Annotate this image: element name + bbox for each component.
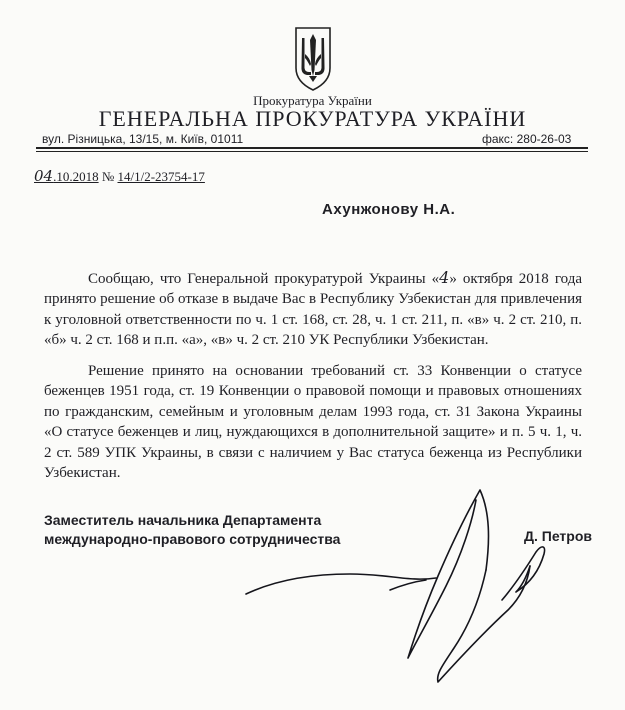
letterhead-rule <box>36 147 588 149</box>
date-day-handwritten: 04 <box>34 167 54 185</box>
signatory-title-line1: Заместитель начальника Департамента <box>44 512 322 528</box>
p1-text-before: Сообщаю, что Генеральной прокуратурой Украины « <box>88 271 440 287</box>
office-fax: факс: 280-26-03 <box>482 132 572 146</box>
office-name-header: ГЕНЕРАЛЬНА ПРОКУРАТУРА УКРАЇНИ <box>98 106 527 131</box>
number-prefix: № <box>101 169 115 184</box>
p1-text-after: » октября 2018 года принято решение об отказе в выдаче Вас в Республику Узбекистан для привлечения к уголовной ответственности по ч. 1 ст. 168, ст. 28, ч. 1 ст. 211, п. «в» ч. 2 ст. 210, п. «б» ч. 2 ст. 168 и п.п. «а», «в» ч. 2 ст. 210 УК Республики Узбекистан. <box>44 271 582 349</box>
document-date-number <box>34 167 205 185</box>
body-paragraph-1 <box>44 268 582 351</box>
signatory-name: Д. Петров <box>524 528 592 544</box>
document-number: 14/1/2-23754-17 <box>117 169 205 184</box>
handwritten-signature <box>240 482 570 692</box>
p1-day-handwritten: 4 <box>439 268 450 287</box>
office-address: вул. Різницька, 13/15, м. Київ, 01011 <box>42 132 244 146</box>
body-paragraph-2: Решение принято на основании требований ст. 33 Конвенции о статусе беженцев 1951 года, ст. 19 Конвенции о правовой помощи и правовых отношениях по гражданским, семейным и уголовным делам 1993 года, ст. 31 Закона Украины «О статусе беженцев и лиц, нуждающихся в дополнительной защите» и п. 5 ч. 1, ч. 2 ст. 589 УПК Украины, в связи с наличием у Вас статуса беженца из Республики Узбекистан. <box>44 363 582 482</box>
trident-emblem-icon <box>292 24 334 92</box>
signatory-title-line2: международно-правового сотрудничества <box>44 531 341 547</box>
office-name-small: Прокуратура України <box>253 93 372 108</box>
addressee: Ахунжонову Н.А. <box>322 201 456 218</box>
date-rest: .10.2018 <box>53 169 99 184</box>
letterhead-rule-thin <box>36 151 588 152</box>
